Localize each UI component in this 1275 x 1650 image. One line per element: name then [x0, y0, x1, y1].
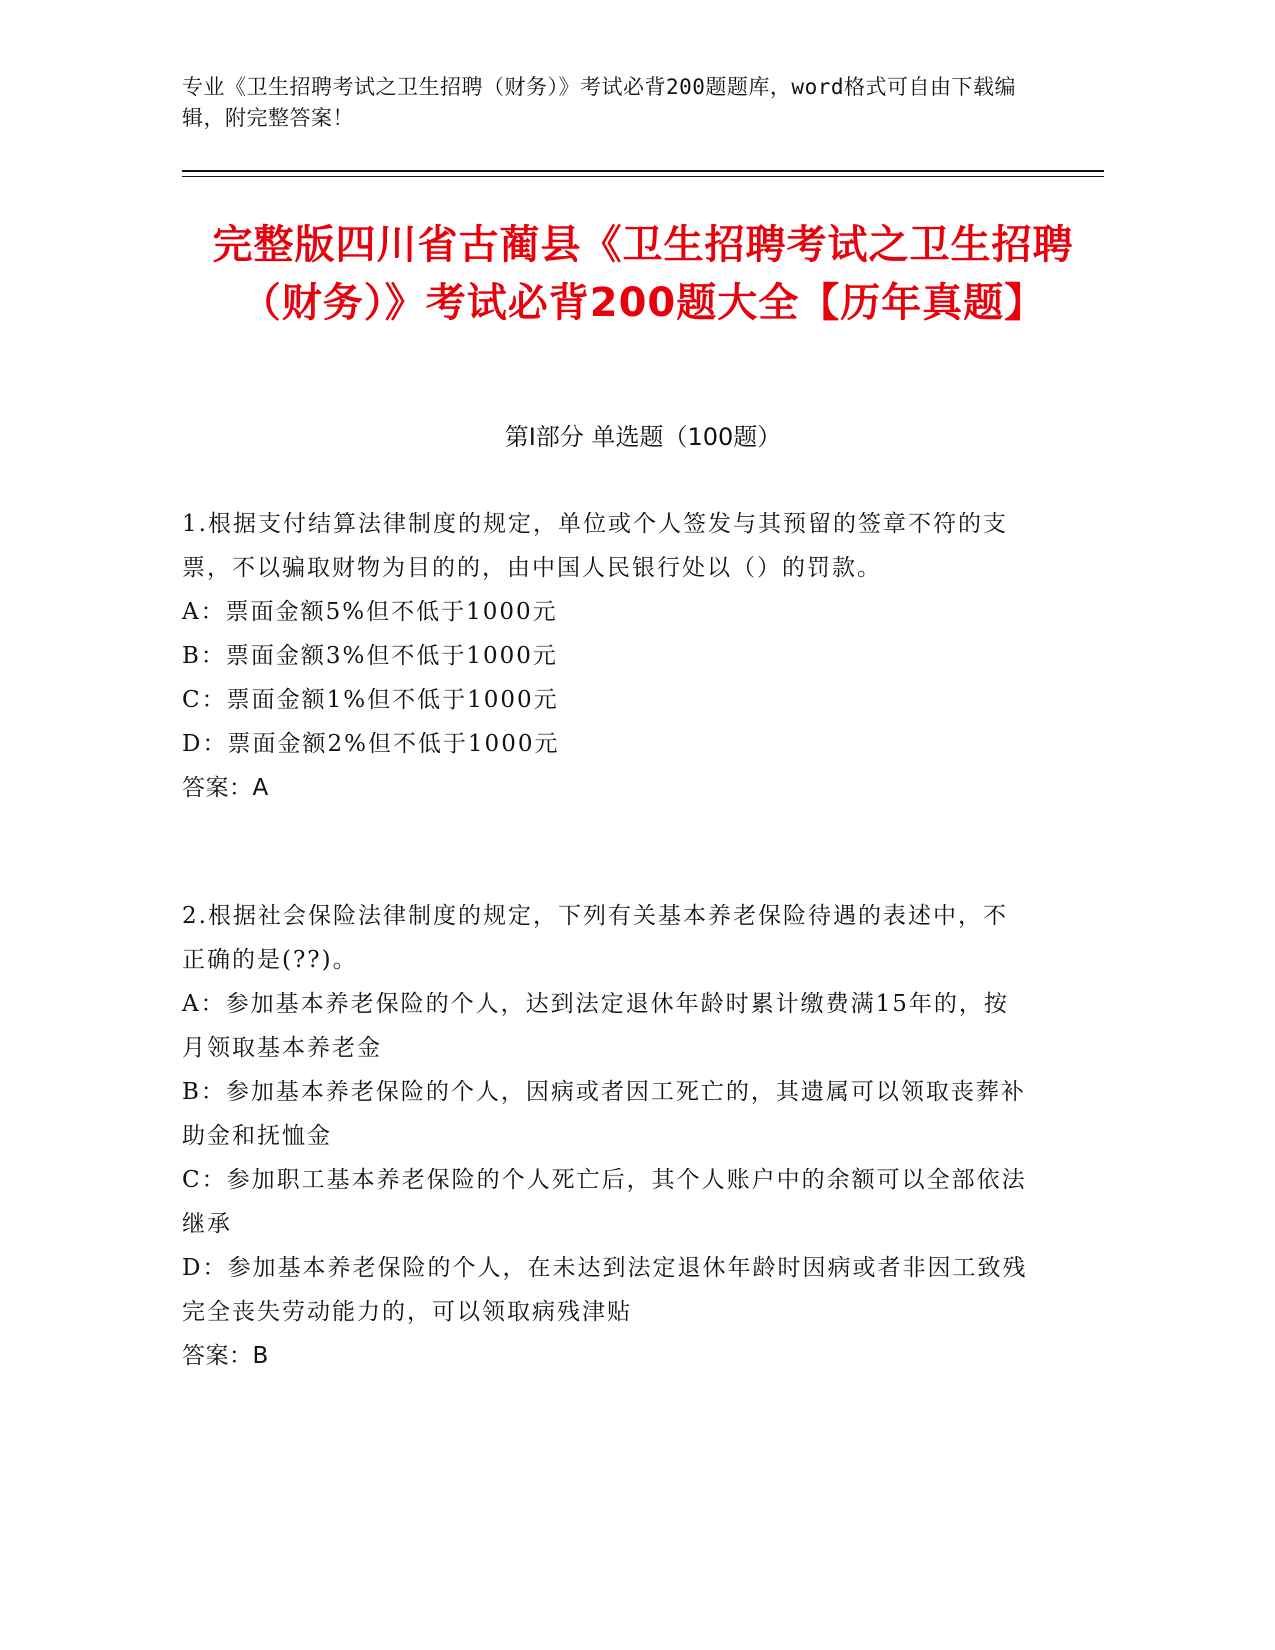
header-note: 专业《卫生招聘考试之卫生招聘（财务）》考试必背200题题库，word格式可自由下载编辑，附完整答案！ — [182, 75, 1016, 130]
answer-line: 答案：A — [182, 775, 269, 801]
header-divider-thick — [182, 170, 1104, 172]
option-b: B：参加基本养老保险的个人，因病或者因工死亡的，其遗属可以领取丧葬补助金和抚恤金 — [182, 1079, 1026, 1149]
option-d: D：参加基本养老保险的个人，在未达到法定退休年龄时因病或者非因工致残完全丧失劳动能力的，可以领取病残津贴 — [182, 1255, 1028, 1325]
answer-line: 答案：B — [182, 1343, 269, 1369]
header-divider-thin — [182, 176, 1104, 177]
section-heading: 第I部分 单选题（100题） — [504, 423, 782, 451]
question-1 — [182, 502, 1032, 810]
option-a: A：参加基本养老保险的个人，达到法定退休年龄时累计缴费满15年的，按月领取基本养老金 — [182, 991, 1009, 1061]
question-2 — [182, 894, 1032, 1378]
option-a: A：票面金额5%但不低于1000元 — [182, 599, 558, 625]
question-stem: 2.根据社会保险法律制度的规定，下列有关基本养老保险待遇的表述中，不正确的是(??)。 — [182, 903, 1008, 973]
document-title: 完整版四川省古蔺县《卫生招聘考试之卫生招聘（财务）》考试必背200题大全【历年真题】 — [212, 222, 1074, 326]
question-stem: 1.根据支付结算法律制度的规定，单位或个人签发与其预留的签章不符的支票，不以骗取财物为目的的，由中国人民银行处以（）的罚款。 — [182, 511, 1008, 581]
option-b: B：票面金额3%但不低于1000元 — [182, 643, 558, 669]
option-d: D：票面金额2%但不低于1000元 — [182, 731, 560, 757]
option-c: C：票面金额1%但不低于1000元 — [182, 687, 559, 713]
option-c: C：参加职工基本养老保险的个人死亡后，其个人账户中的余额可以全部依法继承 — [182, 1167, 1027, 1237]
